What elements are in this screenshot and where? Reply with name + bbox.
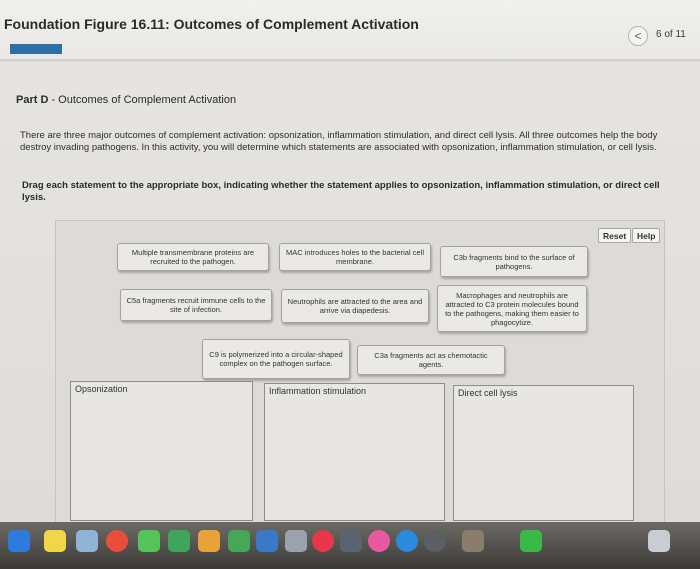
statement-card[interactable]: Multiple transmembrane proteins are recruited to the pathogen. bbox=[117, 243, 269, 271]
appstore-icon[interactable] bbox=[368, 530, 390, 552]
itunes-icon[interactable] bbox=[340, 530, 362, 552]
notes-icon[interactable] bbox=[44, 530, 66, 552]
chrome-icon[interactable] bbox=[106, 530, 128, 552]
instructions: Drag each statement to the appropriate box, indicating whether the statement applies to opsonization, inflammation stimulation, or direct cell lysis. bbox=[22, 180, 660, 203]
dropzone-direct-cell-lysis[interactable] bbox=[453, 385, 634, 521]
page-indicator: 6 of 11 bbox=[656, 29, 686, 40]
launchpad-icon[interactable] bbox=[285, 530, 307, 552]
dropzone-opsonization[interactable] bbox=[70, 381, 253, 521]
imovie-icon[interactable] bbox=[462, 530, 484, 552]
finder-icon[interactable] bbox=[8, 530, 30, 552]
statement-card[interactable]: C9 is polymerized into a circular-shaped complex on the pathogen surface. bbox=[202, 339, 350, 379]
part-label: Part D bbox=[16, 94, 49, 106]
dropzone-inflammation-stimulation[interactable] bbox=[264, 383, 445, 521]
dropzone-label: Direct cell lysis bbox=[458, 388, 518, 398]
part-title: - Outcomes of Complement Activation bbox=[48, 94, 237, 106]
dropzone-label: Opsonization bbox=[75, 384, 128, 394]
statement-card[interactable]: C3a fragments act as chemotactic agents. bbox=[357, 345, 505, 375]
statement-card[interactable]: C3b fragments bind to the surface of pathogens. bbox=[440, 246, 588, 277]
numbers-icon[interactable] bbox=[228, 530, 250, 552]
settings-icon[interactable] bbox=[396, 530, 418, 552]
page-title: Foundation Figure 16.11: Outcomes of Complement Activation bbox=[4, 16, 419, 32]
photos-icon[interactable] bbox=[76, 530, 98, 552]
help-button[interactable]: Help bbox=[632, 228, 660, 243]
news-icon[interactable] bbox=[312, 530, 334, 552]
statement-card[interactable]: MAC introduces holes to the bacterial cell membrane. bbox=[279, 243, 431, 271]
preview-icon[interactable] bbox=[520, 530, 542, 552]
statement-card[interactable]: Neutrophils are attracted to the area and arrive via diapedesis. bbox=[281, 289, 429, 323]
calculator-icon[interactable] bbox=[424, 530, 446, 552]
chevron-left-icon: < bbox=[634, 29, 642, 43]
dropzone-label: Inflammation stimulation bbox=[269, 386, 367, 396]
facetime-icon[interactable] bbox=[168, 530, 190, 552]
part-heading bbox=[16, 94, 236, 106]
back-button[interactable] bbox=[628, 26, 648, 46]
intro-paragraph: There are three major outcomes of complement activation: opsonization, inflammation stimulation, and direct cell lysis. All three outcomes help the body destroy invading pathogens. In this activity, you will determine which statements are associated with opsonization, inflammation stimulation, or cell lysis. bbox=[20, 130, 658, 153]
statement-card[interactable]: C5a fragments recruit immune cells to the site of infection. bbox=[120, 289, 272, 321]
reset-button[interactable]: Reset bbox=[598, 228, 631, 243]
messages-icon[interactable] bbox=[138, 530, 160, 552]
trash-icon[interactable] bbox=[648, 530, 670, 552]
keynote-icon[interactable] bbox=[256, 530, 278, 552]
pages-icon[interactable] bbox=[198, 530, 220, 552]
statement-card[interactable]: Macrophages and neutrophils are attracted to C3 protein molecules bound to the pathogens, making them easier to phagocytize. bbox=[437, 285, 587, 332]
progress-bar bbox=[10, 44, 62, 54]
